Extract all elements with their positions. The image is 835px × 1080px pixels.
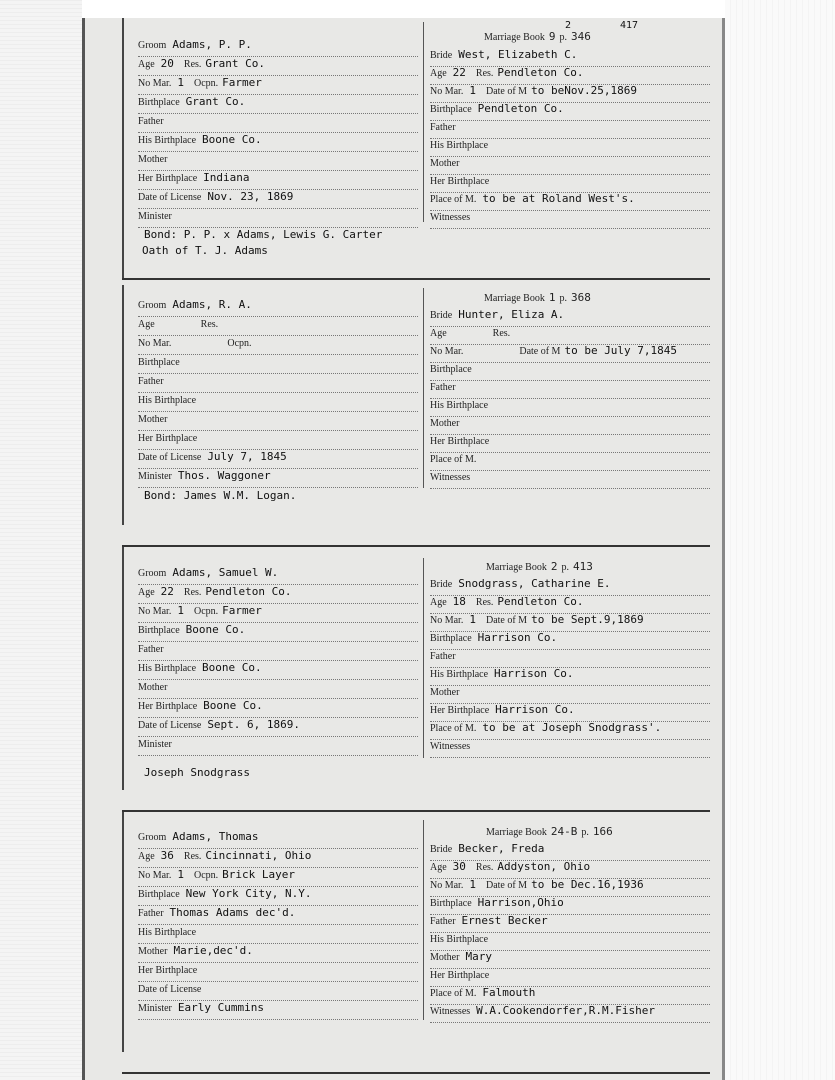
oath-note: Oath of T. J. Adams: [142, 244, 268, 257]
his-birthplace-row: His Birthplace Boone Co.: [138, 133, 418, 152]
birthplace-row: Birthplace New York City, N.Y.: [138, 887, 418, 906]
his-birthplace-row: His Birthplace: [138, 925, 418, 944]
mother-row: Mother Marie,dec'd.: [138, 944, 418, 963]
birthplace-row: Birthplace Boone Co.: [138, 623, 418, 642]
column-divider: [423, 288, 424, 488]
frame-line: [122, 18, 124, 280]
scan-margin-left: [0, 0, 82, 1080]
bride-age-row: Age 30 Res. Addyston, Ohio: [430, 860, 710, 879]
date-of-license-row: Date of License Sept. 6, 1869.: [138, 718, 418, 737]
column-divider: [423, 558, 424, 758]
bride-no-mar-row: No Mar. 1 Date of M to be Sept.9,1869: [430, 613, 710, 632]
age-row: Age 20 Res. Grant Co.: [138, 57, 418, 76]
bride-birthplace-row: Birthplace Pendleton Co.: [430, 102, 710, 121]
no-mar-row: No Mar. 1 Ocpn. Farmer: [138, 604, 418, 623]
minister-row: Minister: [138, 737, 418, 756]
age-row: Age 22 Res. Pendleton Co.: [138, 585, 418, 604]
bride-her-birthplace-row: Her Birthplace: [430, 434, 710, 453]
bride-her-birthplace-row: Her Birthplace: [430, 968, 710, 987]
bride-mother-row: Mother Mary: [430, 950, 710, 969]
place-of-m-row: Place of M. to be at Joseph Snodgrass'.: [430, 721, 710, 740]
witnesses-row: Witnesses W.A.Cookendorfer,R.M.Fisher: [430, 1004, 710, 1023]
bride-father-row: Father: [430, 649, 710, 668]
date-of-license-row: Date of License: [138, 982, 418, 1001]
marriage-book-ref: Marriage Book 24-B p. 166: [486, 825, 613, 838]
column-divider: [423, 22, 424, 222]
bride-row: Bride Becker, Freda: [430, 842, 710, 861]
minister-row: Minister Early Cummins: [138, 1001, 418, 1020]
her-birthplace-row: Her Birthplace Boone Co.: [138, 699, 418, 718]
date-of-license-row: Date of License July 7, 1845: [138, 450, 418, 469]
minister-row: Minister: [138, 209, 418, 228]
bride-father-row: Father: [430, 120, 710, 139]
bride-row: Bride West, Elizabeth C.: [430, 48, 710, 67]
mother-row: Mother: [138, 680, 418, 699]
book-number-overwrite: 2: [565, 20, 572, 31]
bride-age-row: Age 22 Res. Pendleton Co.: [430, 66, 710, 85]
bond-note: Bond: P. P. x Adams, Lewis G. Carter: [144, 228, 383, 241]
bride-no-mar-row: No Mar. Date of M to be July 7,1845: [430, 344, 710, 363]
minister-row: Minister Thos. Waggoner: [138, 469, 418, 488]
groom-row: Groom Adams, Thomas: [138, 830, 418, 849]
groom-row: Groom Adams, Samuel W.: [138, 566, 418, 585]
marriage-book-ref: Marriage Book 9 p. 346: [484, 30, 591, 43]
father-row: Father: [138, 642, 418, 661]
witnesses-row: Witnesses: [430, 739, 710, 758]
birthplace-row: Birthplace Grant Co.: [138, 95, 418, 114]
her-birthplace-row: Her Birthplace: [138, 431, 418, 450]
place-of-m-row: Place of M. to be at Roland West's.: [430, 192, 710, 211]
father-row: Father Thomas Adams dec'd.: [138, 906, 418, 925]
father-row: Father: [138, 114, 418, 133]
bride-row: Bride Snodgrass, Catharine E.: [430, 577, 710, 596]
bride-age-row: Age 18 Res. Pendleton Co.: [430, 595, 710, 614]
age-row: Age Res.: [138, 317, 418, 336]
bride-mother-row: Mother: [430, 685, 710, 704]
bride-mother-row: Mother: [430, 416, 710, 435]
record-divider: [122, 1072, 710, 1074]
bride-age-row: Age Res.: [430, 326, 710, 345]
bride-his-birthplace-row: His Birthplace: [430, 138, 710, 157]
frame-line: [122, 812, 124, 1052]
page-number-overwrite: 417: [620, 20, 639, 31]
record-divider: [122, 810, 710, 812]
bride-birthplace-row: Birthplace Harrison,Ohio: [430, 896, 710, 915]
bride-father-row: Father Ernest Becker: [430, 914, 710, 933]
mother-row: Mother: [138, 152, 418, 171]
marriage-book-ref: Marriage Book 1 p. 368: [484, 291, 591, 304]
his-birthplace-row: His Birthplace Boone Co.: [138, 661, 418, 680]
bride-no-mar-row: No Mar. 1 Date of M to beNov.25,1869: [430, 84, 710, 103]
his-birthplace-row: His Birthplace: [138, 393, 418, 412]
groom-row: Groom Adams, R. A.: [138, 298, 418, 317]
bride-father-row: Father: [430, 380, 710, 399]
bride-row: Bride Hunter, Eliza A.: [430, 308, 710, 327]
record-divider: [122, 278, 710, 280]
no-mar-row: No Mar. 1 Ocpn. Brick Layer: [138, 868, 418, 887]
place-of-m-row: Place of M.: [430, 452, 710, 471]
scan-margin-right: [725, 0, 835, 1080]
frame-line: [122, 545, 124, 790]
witnesses-row: Witnesses: [430, 210, 710, 229]
witnesses-row: Witnesses: [430, 470, 710, 489]
sheet-edge: [722, 18, 725, 1080]
bride-her-birthplace-row: Her Birthplace Harrison Co.: [430, 703, 710, 722]
column-divider: [423, 820, 424, 1020]
no-mar-row: No Mar. 1 Ocpn. Farmer: [138, 76, 418, 95]
record-divider: [122, 545, 710, 547]
bride-his-birthplace-row: His Birthplace: [430, 932, 710, 951]
bond-note: Bond: James W.M. Logan.: [144, 489, 297, 502]
marriage-book-ref: Marriage Book 2 p. 413: [486, 560, 593, 573]
date-of-license-row: Date of License Nov. 23, 1869: [138, 190, 418, 209]
bride-his-birthplace-row: His Birthplace: [430, 398, 710, 417]
bride-no-mar-row: No Mar. 1 Date of M to be Dec.16,1936: [430, 878, 710, 897]
age-row: Age 36 Res. Cincinnati, Ohio: [138, 849, 418, 868]
bride-his-birthplace-row: His Birthplace Harrison Co.: [430, 667, 710, 686]
no-mar-row: No Mar. Ocpn.: [138, 336, 418, 355]
place-of-m-row: Place of M. Falmouth: [430, 986, 710, 1005]
father-row: Father: [138, 374, 418, 393]
her-birthplace-row: Her Birthplace Indiana: [138, 171, 418, 190]
her-birthplace-row: Her Birthplace: [138, 963, 418, 982]
groom-row: Groom Adams, P. P.: [138, 38, 418, 57]
birthplace-row: Birthplace: [138, 355, 418, 374]
bride-mother-row: Mother: [430, 156, 710, 175]
bride-birthplace-row: Birthplace Harrison Co.: [430, 631, 710, 650]
bride-birthplace-row: Birthplace: [430, 362, 710, 381]
mother-row: Mother: [138, 412, 418, 431]
bride-her-birthplace-row: Her Birthplace: [430, 174, 710, 193]
frame-line: [122, 285, 124, 525]
minister-note: Joseph Snodgrass: [144, 766, 250, 779]
